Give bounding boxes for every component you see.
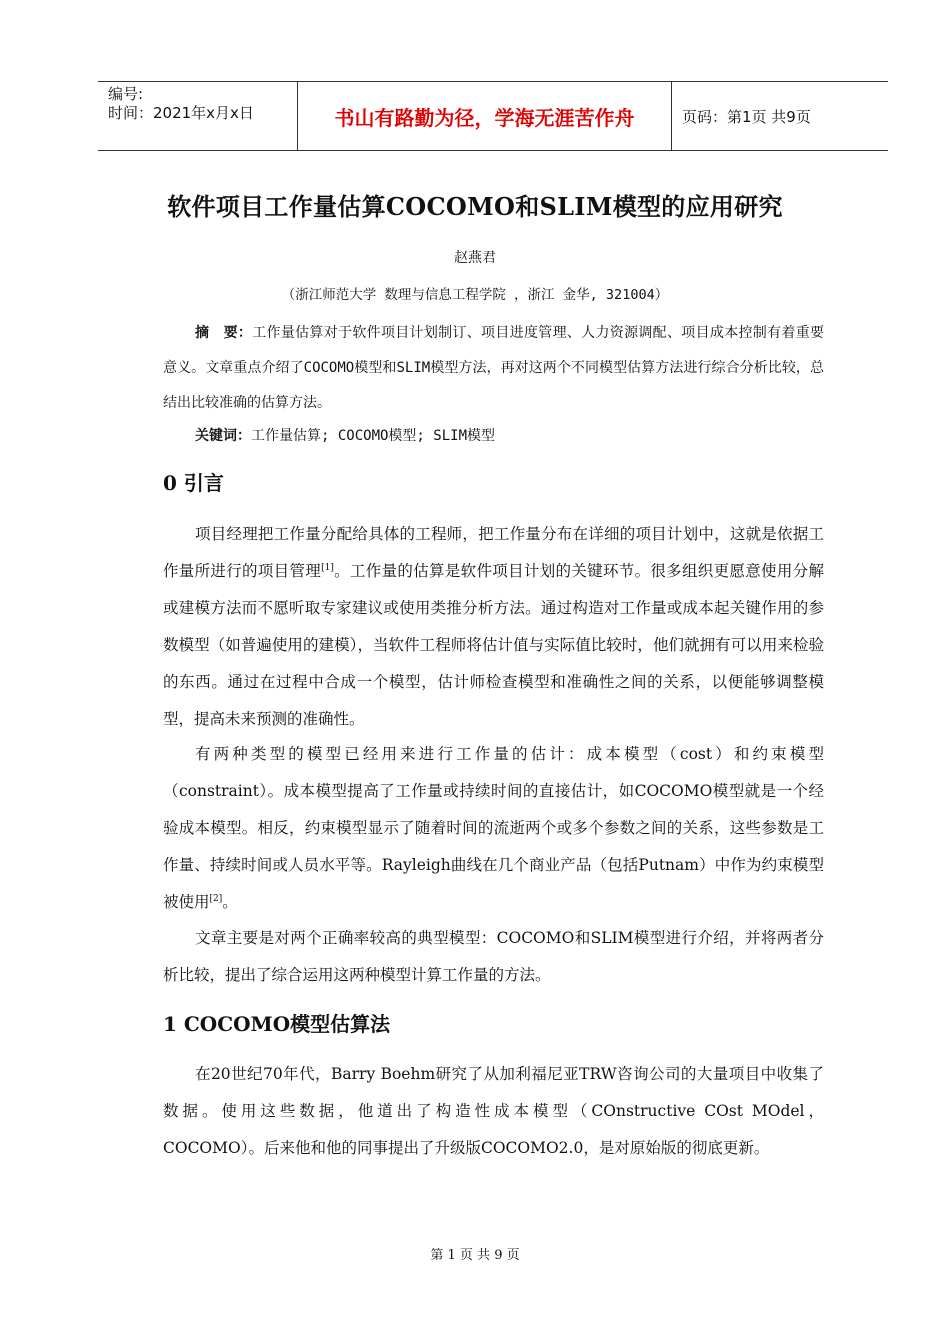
number-label: 编号: [108, 85, 144, 103]
paragraph-text: 在20世纪70年代，Barry Boehm研究了从加利福尼亚TRW咨询公司的大量项目中收集了数据。使用这些数据，他道出了构造性成本模型（COnstructive COst MOdel，COCOMO）。后来他和他的同事提出了升级版COCOMO2.0，是对原始版的彻底更新。 [163, 1065, 824, 1157]
header-motto: 书山有路勤为径，学海无涯苦作舟 [298, 82, 672, 150]
abstract-text: 工作量估算对于软件项目计划制订、项目进度管理、人力资源调配、项目成本控制有着重要意义。文章重点介绍了COCOMO模型和SLIM模型方法，再对这两个不同模型估算方法进行综合分析比较，总结出比较准确的估算方法。 [163, 325, 825, 411]
paragraph [163, 920, 824, 994]
citation[interactable]: [1] [321, 562, 334, 573]
paragraph-text: 。工作量的估算是软件项目计划的关键环节。很多组织更愿意使用分解或建模方法而不愿听取专家建议或使用类推分析方法。通过构造对工作量或成本起关键作用的参数模型（如普遍使用的建模），当软件工程师将估计值与实际值比较时，他们就拥有可以用来检验的东西。通过在过程中合成一个模型，估计师检查模型和准确性之间的关系，以便能够调整模型，提高未来预测的准确性。 [163, 562, 824, 728]
paper-title: 软件项目工作量估算COCOMO和SLIM模型的应用研究 [167, 192, 783, 221]
citation[interactable]: [2] [209, 893, 223, 904]
keywords [163, 419, 824, 454]
author: 赵燕君 [454, 250, 496, 266]
section-heading-intro: 0 引言 [163, 471, 224, 495]
abstract-label: 摘 要： [195, 325, 253, 341]
paragraph-text: 。 [222, 893, 238, 911]
time-label: 时间：2021年x月x日 [108, 104, 254, 122]
keywords-text: 工作量估算; COCOMO模型; SLIM模型 [251, 428, 496, 444]
section-heading-cocomo: 1 COCOMO模型估算法 [163, 1012, 391, 1036]
header-page-info: 页码：第1页 共9页 [682, 107, 811, 126]
paragraph-text: 文章主要是对两个正确率较高的典型模型：COCOMO和SLIM模型进行介绍，并将两者分析比较，提出了综合运用这两种模型计算工作量的方法。 [163, 929, 824, 984]
page-footer: 第 1 页 共 9 页 [430, 1248, 520, 1263]
paragraph-text: 项目经理把工作量分配给具体的工程师，把工作量分布在详细的项目计划中，这就是依据工作量所进行的项目管理 [163, 525, 824, 580]
keywords-label: 关键词： [195, 428, 251, 444]
header-meta [98, 82, 298, 150]
abstract [163, 316, 824, 421]
paragraph-text: 有两种类型的模型已经用来进行工作量的估计：成本模型（cost）和约束模型（constraint）。成本模型提高了工作量或持续时间的直接估计，如COCOMO模型就是一个经验成本模型。相反，约束模型显示了随着时间的流逝两个或多个参数之间的关系，这些参数是工作量、持续时间或人员水平等。Rayleigh曲线在几个商业产品（包括Putnam）中作为约束模型被使用 [163, 745, 824, 911]
page-header [98, 81, 888, 151]
paragraph [163, 516, 824, 738]
affiliation: （浙江师范大学 数理与信息工程学院 ，浙江 金华, 321004） [281, 287, 669, 303]
paragraph [163, 736, 824, 921]
paragraph [163, 1056, 824, 1167]
